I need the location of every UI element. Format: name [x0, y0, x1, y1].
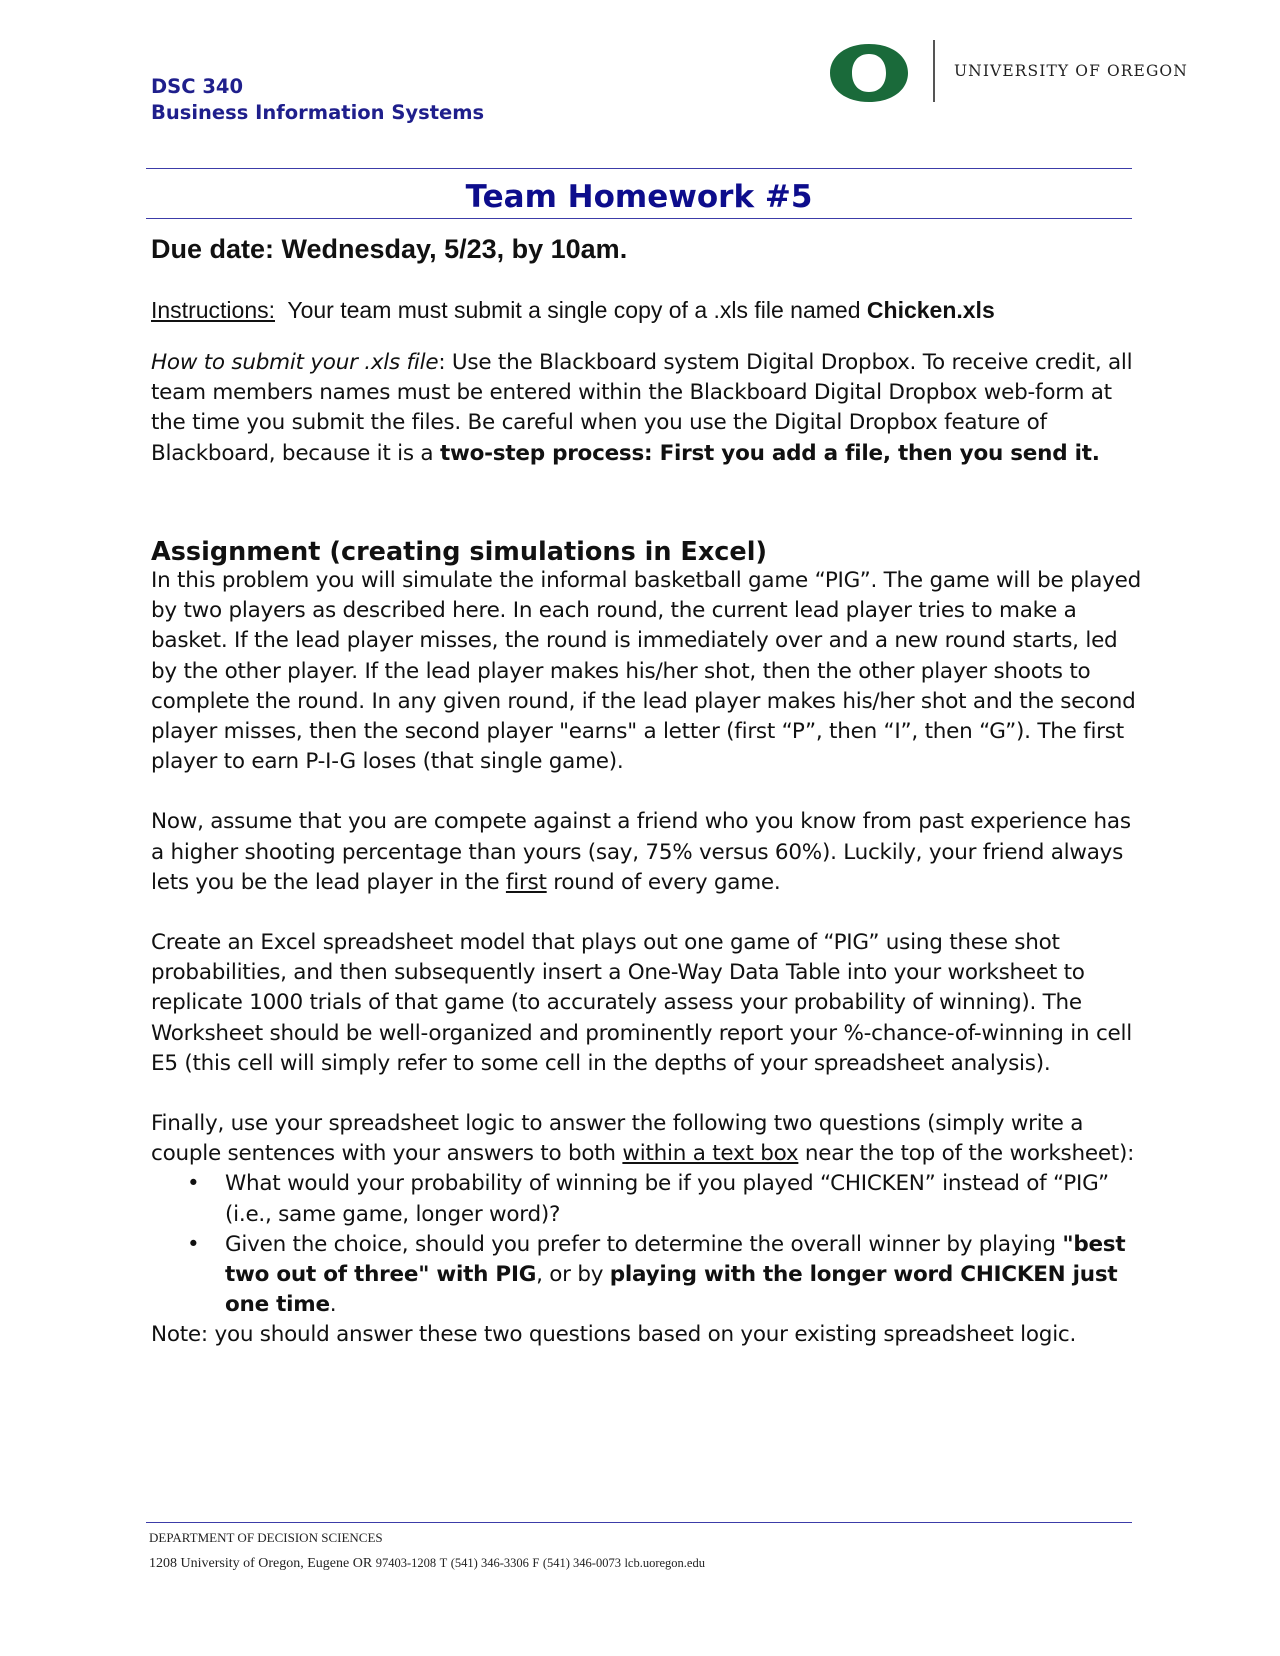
footer-rule — [146, 1522, 1132, 1523]
p4-text-b: near the top of the worksheet): — [798, 1141, 1135, 1167]
footer-phone: (541) 346-3306 — [450, 1556, 529, 1570]
p4-text-a: Finally, use your spreadsheet logic to answer the following two questions (simply write a couple sentences with your answers to both — [151, 1111, 1084, 1167]
logo-divider — [933, 40, 935, 102]
footer-fax: (541) 346-0073 — [542, 1556, 621, 1570]
instructions-label: Instructions: — [151, 297, 275, 323]
q2-bold-1: "best two out of three" with PIG — [225, 1231, 1126, 1288]
p2-underline: first — [505, 869, 547, 895]
course-name: Business Information Systems — [151, 101, 485, 124]
question-1: What would your probability of winning be if you played “CHICKEN” instead of “PIG” (i.e., same game, longer word)? — [225, 1171, 1109, 1227]
submit-bold: two-step process: First you add a file, then you send it. — [439, 440, 1100, 466]
paragraph-questions — [151, 1109, 1141, 1169]
assignment-body — [151, 566, 1141, 1351]
instructions-filename: Chicken.xls — [866, 297, 995, 323]
footer-street: 1208 University of Oregon, Eugene OR — [149, 1556, 376, 1571]
p2-text-a: Now, assume that you are compete against a friend who you know from past experience has a higher shooting percentage than yours (say, 75% versus 60%). Luckily, your friend always lets you be the lead player in the — [151, 809, 1131, 895]
bullet-icon: • — [187, 1231, 200, 1257]
oregon-o-logo-icon — [830, 44, 908, 102]
footer-fax-label: F — [532, 1556, 540, 1570]
course-header — [151, 74, 484, 126]
assignment-heading: Assignment (creating simulations in Excel) — [151, 537, 768, 567]
footer-website: lcb.uoregon.edu — [624, 1556, 705, 1570]
q2-bold-2: playing with the longer word CHICKEN just one time — [225, 1262, 1118, 1318]
paragraph-rules: In this problem you will simulate the informal basketball game “PIG”. The game will be played by two players as described here. In each round, the current lead player tries to make a basket. If the lead player misses, the round is immediately over and a new round starts, led by the other player. If the lead player makes his/her shot, then the other player shoots to complete the round. In any given round, if the lead player makes his/her shot and the second player misses, then the second player "earns" a letter (first “P”, then “I”, then “G”). The first player to earn P-I-G loses (that single game). — [151, 568, 1141, 775]
list-item — [187, 1230, 1141, 1321]
list-item — [187, 1169, 1141, 1229]
submit-text: : Use the Blackboard system Digital Dropbox. To receive credit, all team members names must be entered within the Blackboard Digital Dropbox web-form at the time you submit the files. Be careful when you use the Digital Dropbox feature of Blackboard, because it is a — [151, 350, 1133, 466]
q2-text-c: , or by — [536, 1262, 610, 1288]
note: Note: you should answer these two questions based on your existing spreadsheet logic. — [151, 1322, 1077, 1348]
title-top-rule — [146, 168, 1132, 169]
q2-text-a: Given the choice, should you prefer to determine the overall winner by playing — [225, 1231, 1063, 1257]
due-date: Due date: Wednesday, 5/23, by 10am. — [151, 234, 628, 264]
question-list — [151, 1169, 1141, 1320]
footer-phone-label: T — [439, 1556, 448, 1570]
footer-zip: 97403-1208 — [375, 1556, 437, 1570]
footer-department: DEPARTMENT OF DECISION SCIENCES — [149, 1530, 383, 1545]
q2-text-d: . — [329, 1292, 337, 1318]
p2-text-b: round of every game. — [546, 869, 781, 895]
instructions-text: Your team must submit a single copy of a .xls file named — [275, 297, 867, 323]
submit-lead: How to submit your .xls file — [151, 350, 439, 375]
instructions — [151, 295, 995, 325]
submit-paragraph — [151, 348, 1141, 469]
university-name: UNIVERSITY OF OREGON — [954, 62, 1188, 80]
p4-underline: within a text box — [622, 1141, 799, 1167]
page-title: Team Homework #5 — [465, 179, 813, 215]
paragraph-assumption — [151, 807, 1141, 898]
footer-address — [149, 1556, 705, 1572]
title-bottom-rule — [146, 218, 1132, 219]
bullet-icon: • — [187, 1171, 200, 1197]
paragraph-model: Create an Excel spreadsheet model that plays out one game of “PIG” using these shot probabilities, and then subsequently insert a One-Way Data Table into your worksheet to replicate 1000 trials of that game (to accurately assess your probability of winning). The Worksheet should be well-organized and prominently report your %-chance-of-winning in cell E5 (this cell will simply refer to some cell in the depths of your spreadsheet analysis). — [151, 930, 1132, 1076]
course-code: DSC 340 — [151, 75, 244, 98]
university-logo — [830, 38, 1190, 108]
